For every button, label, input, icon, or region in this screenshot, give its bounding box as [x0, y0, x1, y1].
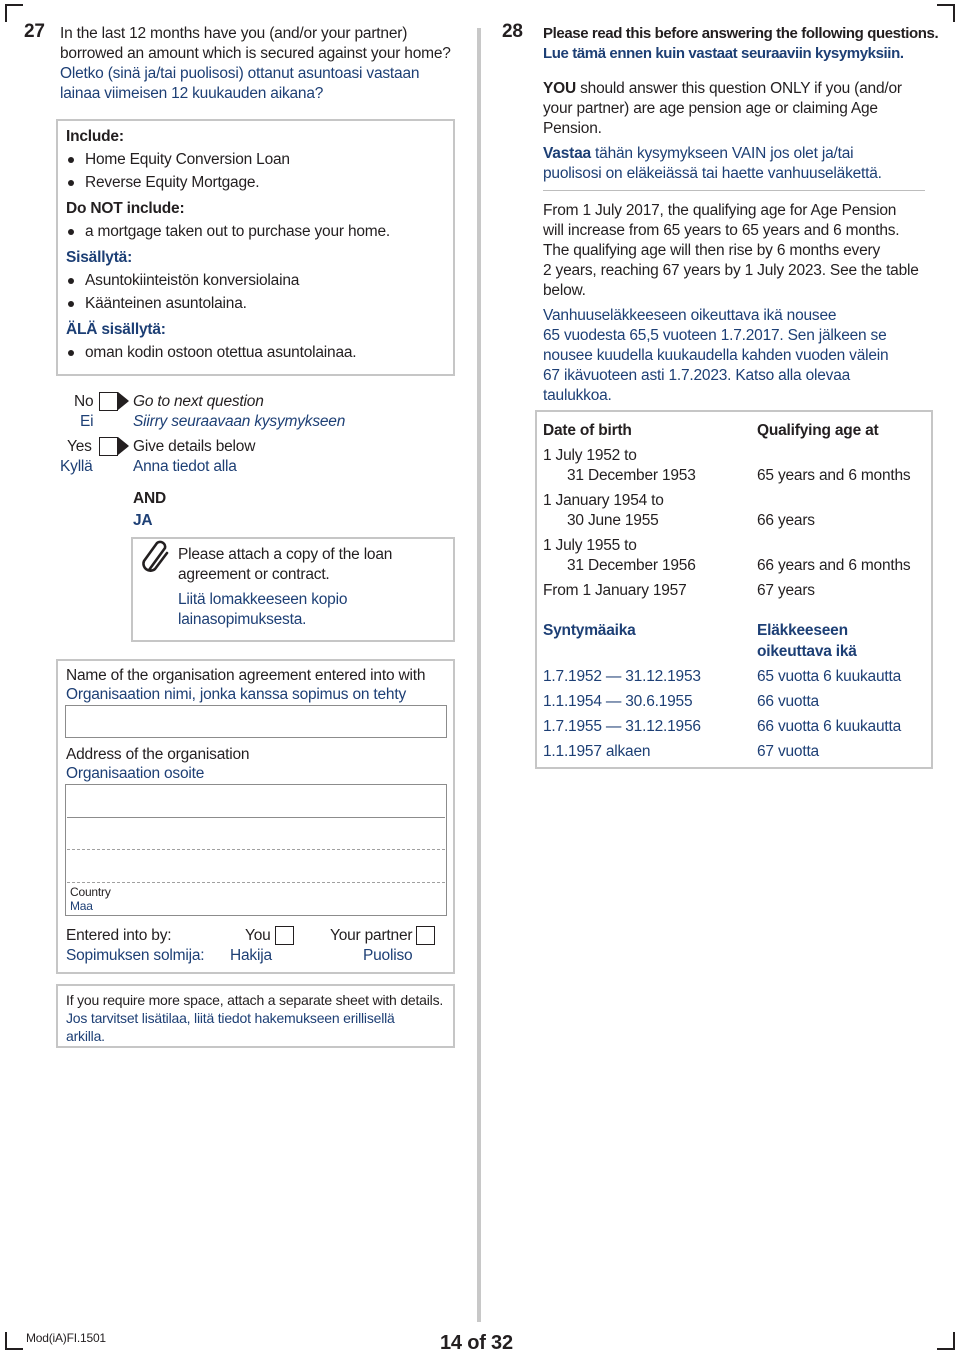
attach-line: Please attach a copy of the loan — [178, 546, 393, 563]
attach-line-fi: Liitä lomakkeeseen kopio — [178, 591, 348, 608]
list-item: oman kodin ostoon otettua asuntolainaa. — [66, 341, 445, 364]
no-action: Go to next question — [133, 393, 264, 410]
more-space-box — [56, 984, 455, 1048]
yes-action: Give details below — [133, 438, 256, 455]
attach-line-fi: lainasopimuksesta. — [178, 611, 307, 628]
partner-label: Your partner — [330, 927, 413, 944]
question-text — [60, 24, 470, 104]
read-notice-fi: Lue tämä ennen kuin vastaat seuraaviin kysymyksiin. — [543, 45, 904, 62]
org-address-field[interactable] — [65, 784, 447, 916]
table-cell-dob-fi: 1.1.1954 — 30.6.1955 — [543, 693, 693, 710]
question-line-fi: lainaa viimeisen 12 kuukauden aikana? — [60, 85, 324, 102]
crop-mark-top-right — [953, 4, 955, 22]
table-cell-dob: 1 January 1954 to — [543, 492, 664, 509]
table-header-dob-fi: Syntymäaika — [543, 622, 636, 639]
yes-label-fi: Kyllä — [60, 458, 93, 475]
table-cell-dob: 30 June 1955 — [567, 512, 659, 529]
question-line: borrowed an amount which is secured against your home? — [60, 45, 451, 62]
crop-mark-top-left — [5, 4, 7, 22]
table-cell-age: 67 years — [757, 582, 815, 599]
table-cell-dob-fi: 1.7.1952 — 31.12.1953 — [543, 668, 701, 685]
address-line — [67, 882, 445, 883]
eligibility-text — [543, 79, 928, 184]
info-line-fi: 65 vuodesta 65,5 vuoteen 1.7.2017. Sen jälkeen se — [543, 327, 887, 344]
country-label: Country — [70, 885, 111, 899]
include-list-fi — [66, 269, 445, 315]
info-line: will increase from 65 years to 65 years and 6 months. — [543, 222, 900, 239]
eligibility-line: Pension. — [543, 120, 602, 137]
info-line-fi: Vanhuuseläkkeeseen oikeuttava ikä nousee — [543, 307, 837, 324]
column-divider — [477, 28, 481, 1322]
exclude-label: Do NOT include: — [66, 200, 185, 217]
attach-line: agreement or contract. — [178, 566, 330, 583]
question-number: 27 — [24, 21, 45, 42]
exclude-list-fi — [66, 341, 445, 364]
table-cell-age-fi: 67 vuotta — [757, 743, 819, 760]
table-cell-age-fi: 66 vuotta — [757, 693, 819, 710]
entered-by-label-fi: Sopimuksen solmija: — [66, 947, 205, 964]
no-action-fi: Siirry seuraavaan kysymykseen — [133, 413, 346, 430]
table-cell-dob: 31 December 1953 — [567, 467, 696, 484]
you-label-fi: Hakija — [230, 947, 272, 964]
vastaa-emphasis: Vastaa — [543, 145, 591, 162]
table-cell-age: 65 years and 6 months — [757, 467, 911, 484]
you-checkbox[interactable] — [275, 926, 294, 945]
info-line-fi: 67 ikävuoteen asti 1.7.2023. Katso alla olevaa — [543, 367, 851, 384]
include-list — [66, 148, 445, 194]
entered-by-label: Entered into by: — [66, 927, 172, 944]
more-space-text-fi: Jos tarvitset lisätilaa, liitä tiedot hakemukseen erillisellä — [66, 1010, 395, 1026]
list-item: Reverse Equity Mortgage. — [66, 171, 445, 194]
crop-mark-bottom-left — [5, 1348, 23, 1350]
country-label-fi: Maa — [70, 899, 93, 913]
exclude-label-fi: ÄLÄ sisällytä: — [66, 321, 166, 338]
include-exclude-box — [56, 119, 455, 376]
org-name-label: Name of the organisation agreement entered into with — [66, 667, 426, 684]
list-item: Home Equity Conversion Loan — [66, 148, 445, 171]
org-address-label-fi: Organisaation osoite — [66, 765, 205, 782]
info-line: below. — [543, 282, 586, 299]
eligibility-line-fi: puolisosi on eläkeiässä tai haette vanhuuseläkettä. — [543, 165, 882, 182]
list-item: Asuntokiinteistön konversiolaina — [66, 269, 445, 292]
partner-label-fi: Puoliso — [363, 947, 413, 964]
info-line-fi: taulukkoa. — [543, 387, 612, 404]
table-cell-dob: 31 December 1956 — [567, 557, 696, 574]
table-cell-dob-fi: 1.7.1955 — 31.12.1956 — [543, 718, 701, 735]
and-label: AND — [133, 490, 166, 507]
no-checkbox[interactable] — [99, 392, 118, 411]
list-item: Käänteinen asuntolaina. — [66, 292, 445, 315]
table-cell-dob: 1 July 1952 to — [543, 447, 637, 464]
eligibility-line-text: should answer this question ONLY if you (and/or — [580, 80, 902, 97]
table-cell-age: 66 years and 6 months — [757, 557, 911, 574]
crop-mark-top-left — [5, 4, 23, 6]
crop-mark-top-right — [937, 4, 955, 6]
more-space-text: If you require more space, attach a separate sheet with details. — [66, 992, 444, 1008]
address-line — [67, 849, 445, 850]
info-line: From 1 July 2017, the qualifying age for Age Pension — [543, 202, 897, 219]
question-number: 28 — [502, 21, 523, 42]
arrow-right-icon — [118, 437, 129, 455]
info-line: The qualifying age will then rise by 6 months every — [543, 242, 881, 259]
eligibility-line: your partner) are age pension age or claiming Age — [543, 100, 878, 117]
eligibility-line-text-fi: tähän kysymykseen VAIN jos olet ja/tai — [595, 145, 854, 162]
partner-checkbox[interactable] — [416, 926, 435, 945]
table-header-age-fi: oikeuttava ikä — [757, 643, 857, 660]
org-address-label: Address of the organisation — [66, 746, 250, 763]
include-label: Include: — [66, 128, 124, 145]
yes-action-fi: Anna tiedot alla — [133, 458, 237, 475]
yes-checkbox[interactable] — [99, 437, 118, 456]
table-cell-dob-fi: 1.1.1957 alkaen — [543, 743, 651, 760]
page-number: 14 of 32 — [440, 1332, 513, 1354]
info-line-fi: nousee kuudella kuukaudella kahden vuoden välein — [543, 347, 889, 364]
arrow-right-icon — [118, 392, 129, 410]
no-label: No — [74, 393, 94, 410]
table-cell-age-fi: 66 vuotta 6 kuukautta — [757, 718, 902, 735]
paperclip-icon — [140, 540, 174, 576]
no-label-fi: Ei — [80, 413, 94, 430]
org-name-field[interactable] — [65, 705, 447, 738]
yes-label: Yes — [67, 438, 92, 455]
org-name-label-fi: Organisaation nimi, jonka kanssa sopimus on tehty — [66, 686, 406, 703]
read-notice: Please read this before answering the following questions. — [543, 25, 939, 42]
table-header-age: Qualifying age at — [757, 422, 879, 439]
question-line: In the last 12 months have you (and/or your partner) — [60, 25, 408, 42]
you-emphasis: YOU — [543, 80, 576, 97]
info-line: 2 years, reaching 67 years by 1 July 2023. See the table — [543, 262, 919, 279]
attach-text — [178, 545, 392, 630]
section-rule — [543, 190, 925, 191]
more-space-text-fi: arkilla. — [66, 1028, 105, 1044]
include-label-fi: Sisällytä: — [66, 249, 133, 266]
table-header-dob: Date of birth — [543, 422, 632, 439]
table-cell-dob: 1 July 1955 to — [543, 537, 637, 554]
table-header-age-fi: Eläkkeeseen — [757, 622, 848, 639]
crop-mark-bottom-right — [937, 1348, 955, 1350]
exclude-list — [66, 220, 445, 243]
you-label: You — [245, 927, 271, 944]
eligibility-line-fi — [543, 144, 928, 164]
table-cell-dob: From 1 January 1957 — [543, 582, 687, 599]
and-label-fi: JA — [133, 512, 153, 529]
question-line-fi: Oletko (sinä ja/tai puolisosi) ottanut asuntoasi vastaan — [60, 65, 420, 82]
address-line — [67, 817, 445, 818]
eligibility-line — [543, 79, 928, 99]
table-cell-age-fi: 65 vuotta 6 kuukautta — [757, 668, 902, 685]
form-code: Mod(iA)FI.1501 — [26, 1331, 106, 1345]
info-text — [543, 201, 928, 406]
list-item: a mortgage taken out to purchase your home. — [66, 220, 445, 243]
table-cell-age: 66 years — [757, 512, 815, 529]
